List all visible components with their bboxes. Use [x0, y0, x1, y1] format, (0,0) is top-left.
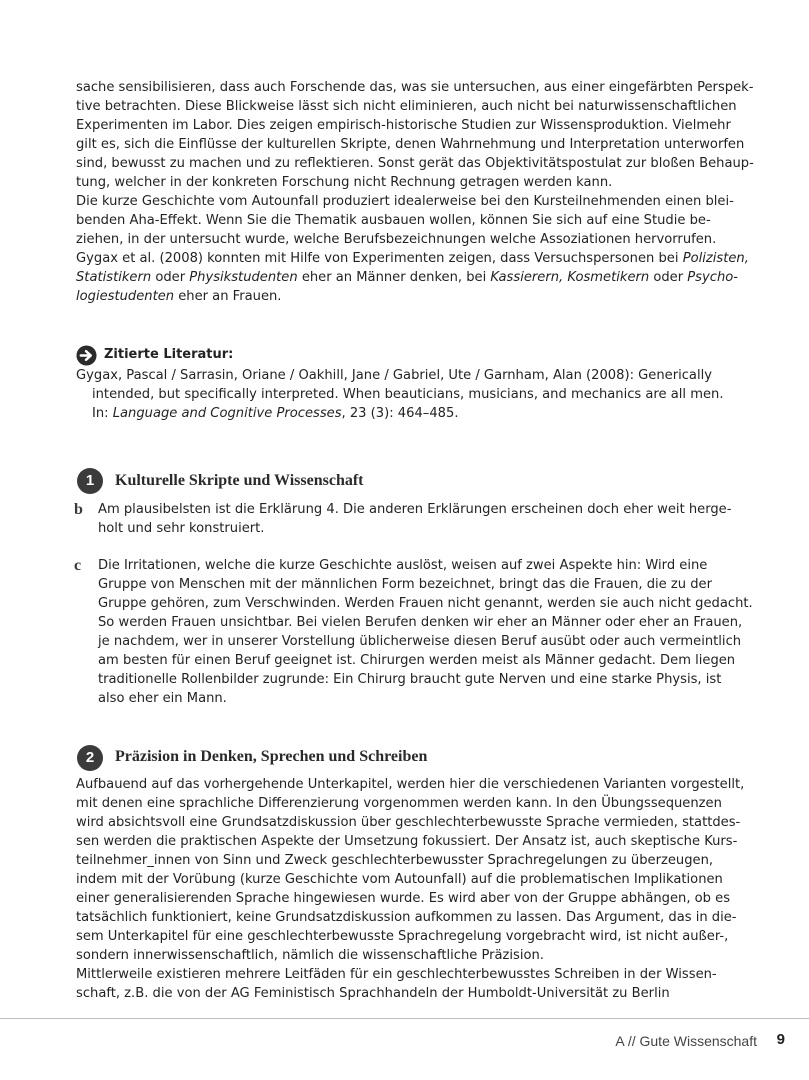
journal-title: Language and Cognitive Processes	[112, 406, 342, 421]
text-line: Die Irritationen, welche die kurze Geschichte auslöst, weisen auf zwei Aspekte hin: Wird eine	[98, 558, 708, 573]
text-span: oder	[151, 270, 190, 285]
text-line	[76, 289, 281, 304]
text-line: benden Aha-Effekt. Wenn Sie die Thematik ausbauen wollen, können Sie sich auf eine Studie be-	[76, 213, 711, 228]
text-line: sen werden die praktischen Aspekte der Umsetzung fokussiert. Der Ansatz ist, auch skeptische Kurs-	[76, 834, 738, 849]
text-line: gilt es, sich die Einflüsse der kulturellen Skripte, denen Wahrnehmung und Interpretation unterworfen	[76, 137, 745, 152]
text-line: traditionelle Rollenbilder zugrunde: Ein Chirurg braucht gute Nerven und eine starke Physis, ist	[98, 672, 722, 687]
text-line	[76, 270, 738, 285]
text-line: Gruppe von Menschen mit der männlichen Form bezeichnet, bringt das die Frauen, die zu der	[98, 577, 712, 592]
reference-line: intended, but specifically interpreted. When beauticians, musicians, and mechanics are all men.	[92, 387, 724, 402]
literature-title: Zitierte Literatur:	[104, 347, 234, 362]
text-line: mit denen eine sprachliche Differenzierung vorgenommen werden kann. In den Übungssequenzen	[76, 796, 722, 811]
arrow-right-circle-icon	[76, 345, 97, 366]
italic-term: Psycho-	[687, 270, 738, 285]
text-line: Am plausibelsten ist die Erklärung 4. Die anderen Erklärungen erscheinen doch eher weit herge-	[98, 502, 732, 517]
section-number-badge: 1	[77, 468, 103, 494]
text-line: sondern innerwissenschaftlich, nämlich die wissenschaftliche Präzision.	[76, 948, 544, 963]
text-line: schaft, z.B. die von der AG Feministisch Sprachhandeln der Humboldt-Universität zu Berlin	[76, 986, 670, 1001]
italic-term: Polizisten,	[682, 251, 749, 266]
footer-divider	[0, 1018, 809, 1019]
section-heading: Präzision in Denken, Sprechen und Schreiben	[115, 748, 428, 765]
text-line: Die kurze Geschichte vom Autounfall produziert idealerweise bei den Kursteilnehmenden einen blei-	[76, 194, 734, 209]
text-line: sind, bewusst zu machen und zu reflektieren. Sonst gerät das Objektivitätspostulat zur bloßen Behaup-	[76, 156, 754, 171]
text-line: Experimenten im Labor. Dies zeigen empirisch-historische Studien zur Wissensproduktion. Vielmehr	[76, 118, 731, 133]
text-line: holt und sehr konstruiert.	[98, 521, 265, 536]
text-line: je nachdem, wer in unserer Vorstellung üblicherweise diesen Beruf ausübt oder auch vermeintlich	[98, 634, 742, 649]
text-span: oder	[649, 270, 688, 285]
text-line: wird absichtsvoll eine Grundsatzdiskussion über geschlechterbewusste Sprache vermieden, stattdes-	[76, 815, 741, 830]
italic-term: logiestudenten	[76, 289, 175, 304]
text-line: sache sensibilisieren, dass auch Forschende das, was sie untersuchen, aus einer eingefärbten Perspek-	[76, 80, 754, 95]
section-number-badge: 2	[77, 745, 103, 771]
text-line: tung, welcher in der konkreten Forschung nicht Rechnung getragen werden kann.	[76, 175, 613, 190]
text-line: indem mit der Vorübung (kurze Geschichte vom Autounfall) auf die problematischen Implikationen	[76, 872, 723, 887]
italic-term: Physikstudenten	[189, 270, 298, 285]
text-line: sem Unterkapitel für eine geschlechterbewusste Sprachregelung vorgebracht wird, ist nicht außer-,	[76, 929, 729, 944]
section-heading: Kulturelle Skripte und Wissenschaft	[115, 472, 364, 489]
italic-term: Statistikern	[76, 270, 152, 285]
text-line: tatsächlich funktioniert, keine Grundsatzdiskussion aufkommen zu lassen. Das Argument, das in die-	[76, 910, 737, 925]
reference-line	[92, 406, 459, 421]
text-line: So werden Frauen unsichtbar. Bei vielen Berufen denken wir eher an Männer oder eher an Frauen,	[98, 615, 743, 630]
text-line: Gruppe gehören, zum Verschwinden. Werden Frauen nicht genannt, werden sie auch nicht gedacht.	[98, 596, 753, 611]
text-span: eher an Männer denken, bei	[297, 270, 491, 285]
text-span: In:	[92, 406, 113, 421]
text-line	[76, 251, 749, 266]
text-line: Mittlerweile existieren mehrere Leitfäden für ein geschlechterbewusstes Schreiben in der Wissen-	[76, 967, 717, 982]
text-line: am besten für einen Beruf geeignet ist. Chirurgen werden meist als Männer gedacht. Dem liegen	[98, 653, 736, 668]
text-line: einer generalisierenden Sprache hingewiesen wurde. Es wird aber von der Gruppe abhängen, ob es	[76, 891, 731, 906]
text-span: , 23 (3): 464–485.	[341, 406, 459, 421]
text-line: teilnehmer_innen von Sinn und Zweck geschlechterbewusster Sprachregelungen zu überzeugen,	[76, 853, 714, 868]
running-head: A // Gute Wissenschaft	[615, 1033, 757, 1049]
text-line: also eher ein Mann.	[98, 691, 227, 706]
text-span: Gygax et al. (2008) konnten mit Hilfe von Experimenten zeigen, dass Versuchspersonen bei	[76, 251, 679, 266]
item-marker: b	[74, 501, 83, 518]
reference-line: Gygax, Pascal / Sarrasin, Oriane / Oakhill, Jane / Gabriel, Ute / Garnham, Alan (2008): Generically	[76, 368, 712, 383]
item-marker: c	[74, 557, 82, 574]
text-span: eher an Frauen.	[174, 289, 282, 304]
page-number: 9	[776, 1031, 785, 1048]
text-line: Aufbauend auf das vorhergehende Unterkapitel, werden hier die verschiedenen Varianten vorgestellt,	[76, 777, 745, 792]
italic-term: Kassierern, Kosmetikern	[490, 270, 650, 285]
text-line: tive betrachten. Diese Blickweise lässt sich nicht eliminieren, auch nicht bei naturwissenschaftlichen	[76, 99, 737, 114]
text-line: ziehen, in der untersucht wurde, welche Berufsbezeichnungen welche Assoziationen hervorrufen.	[76, 232, 717, 247]
